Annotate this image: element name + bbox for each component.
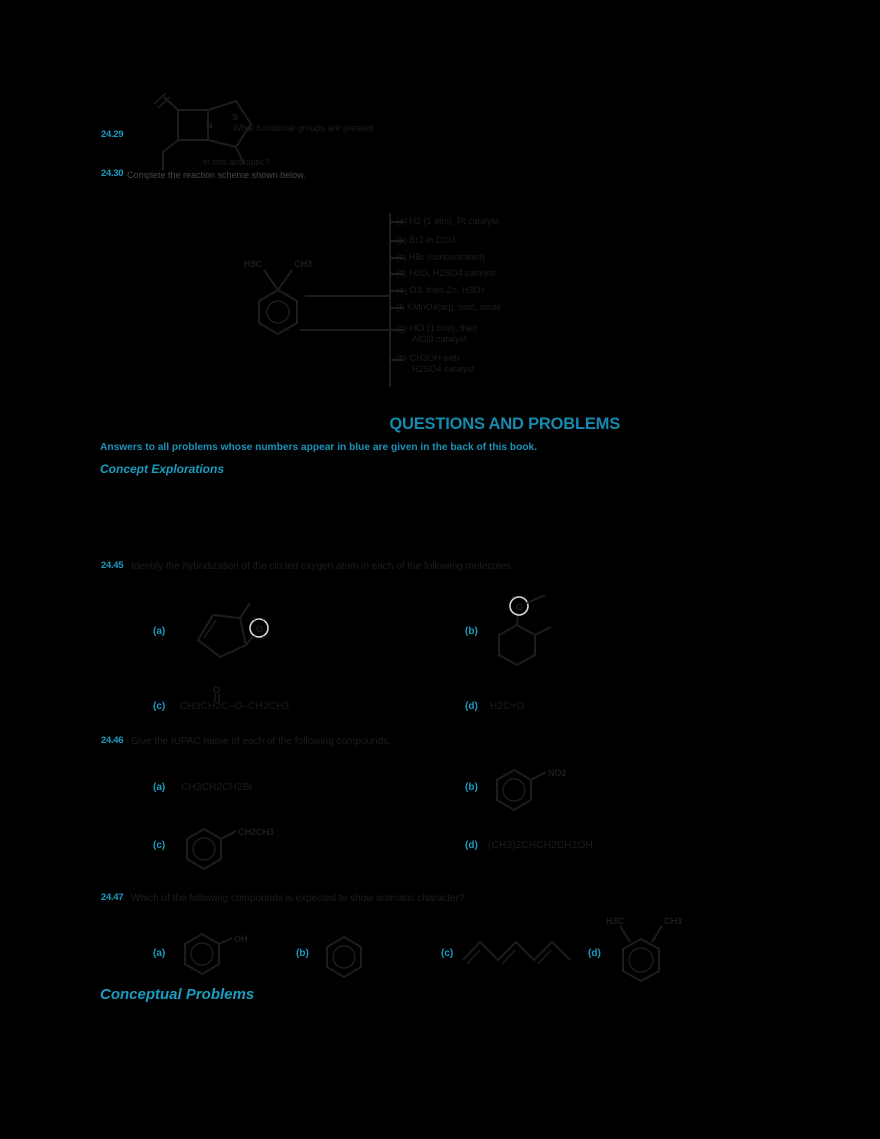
circled-oxygen-label: O: [256, 624, 264, 634]
methyl-label-left: H3C: [244, 259, 263, 269]
part-label: (d): [465, 701, 478, 712]
substituent-label: CH2CH3: [238, 827, 274, 837]
part-label: (a): [153, 626, 166, 637]
sulfur-atom-label: S: [232, 112, 239, 122]
part-label: (b): [296, 948, 309, 959]
reagent-row: [396, 235, 456, 246]
condensed-formula: H2C=O: [490, 701, 525, 712]
substituent-label: NO2: [548, 768, 567, 778]
problem-number: 24.45: [101, 560, 124, 571]
reagent-label: (b): [396, 235, 407, 245]
methyl-label-right: CH3: [664, 916, 683, 926]
reagent-text: HCl (1 mol), then: [409, 323, 478, 333]
reagent-label: (g): [396, 323, 407, 333]
methyl-label-left: H3C: [606, 916, 625, 926]
structure-part-a-circled-oxygen: [178, 585, 273, 670]
condensed-formula: (CH3)2CHCH2CH2OH: [488, 840, 593, 851]
section-title: QUESTIONS AND PROBLEMS: [389, 415, 620, 433]
structure-part-b-ring: [486, 758, 581, 820]
part-label: (b): [465, 782, 478, 793]
part-label: (d): [465, 840, 478, 851]
reagent-row: [396, 323, 478, 345]
reagent-text: O3, then Zn, H3O+: [409, 285, 486, 295]
part-label: (b): [465, 626, 478, 637]
reagent-row: [396, 302, 502, 313]
methyl-label-right: CH3: [294, 259, 313, 269]
reagent-row: [396, 268, 496, 279]
part-label: (c): [153, 701, 166, 712]
reagent-text: HBr (concentrated): [409, 252, 486, 262]
reagent-text: Br2 in CCl4: [409, 235, 456, 245]
reagent-label: (a): [396, 216, 407, 226]
reagent-row: [396, 252, 485, 263]
reagent-text: H2O, H2SO4 catalyst: [409, 268, 496, 278]
problem-caption-line1: What functional groups are present: [233, 123, 374, 133]
problem-caption-line2: in this antibiotic?: [203, 157, 270, 167]
problem-number: 24.29: [101, 129, 124, 140]
problem-number: 24.46: [101, 735, 124, 746]
reagent-text-line2: AlCl3 catalyst: [412, 334, 467, 344]
problem-number: 24.47: [101, 892, 124, 903]
reagent-label: (f): [396, 302, 405, 312]
reagent-label: (c): [396, 252, 407, 262]
footer-subsection-heading: Conceptual Problems: [100, 986, 255, 1003]
part-label: (a): [153, 782, 166, 793]
condensed-formula: CH3CH2CH2Br: [181, 782, 254, 793]
structure-part-c-ring: [174, 815, 274, 880]
part-label: (d): [588, 948, 601, 959]
substituent-label: OH: [234, 934, 248, 944]
circled-oxygen-label: O: [516, 602, 524, 612]
structure-aromatic-b: [316, 925, 376, 990]
reagent-label: (h): [396, 353, 407, 363]
nitrogen-atom-label: N: [206, 120, 213, 130]
reagent-text: CH3OH with: [409, 353, 460, 363]
reagent-text: KMnO4(aq), cold, dilute: [407, 302, 502, 312]
part-label: (c): [153, 840, 166, 851]
reagent-row: [396, 285, 486, 296]
problem-text: Complete the reaction scheme shown below.: [127, 170, 306, 180]
reagent-label: (e): [396, 285, 407, 295]
problem-number: 24.30: [101, 168, 124, 179]
structure-aromatic-d: [606, 908, 691, 996]
reagent-label: (d): [396, 268, 407, 278]
reagent-row: [396, 216, 499, 227]
carbonyl-oxygen-label: O: [213, 685, 221, 695]
beta-lactam-structure: [150, 88, 280, 183]
answers-note: Answers to all problems whose numbers appear in blue are given in the back of this book.: [100, 442, 538, 453]
problem-text: Which of the following compounds is expected to show aromatic character?: [131, 893, 465, 904]
structure-part-b-circled-oxygen: [487, 583, 572, 671]
condensed-formula: CH3CH2C–O–CH2CH3: [180, 701, 290, 712]
part-label: (c): [441, 948, 454, 959]
reagent-row: [396, 353, 475, 375]
structure-aromatic-a: [172, 918, 252, 988]
problem-text: Give the IUPAC name of each of the following compounds.: [131, 736, 391, 747]
part-label: (a): [153, 948, 166, 959]
reagent-text-line2: H2SO4 catalyst: [412, 364, 475, 374]
problem-text: Identify the hybridization of the circled oxygen atom in each of the following molecules.: [131, 561, 514, 572]
structure-aromatic-c-chain: [458, 918, 578, 978]
subsection-heading: Concept Explorations: [100, 462, 225, 476]
reagent-text: H2 (1 atm), Pt catalyst: [409, 216, 499, 226]
